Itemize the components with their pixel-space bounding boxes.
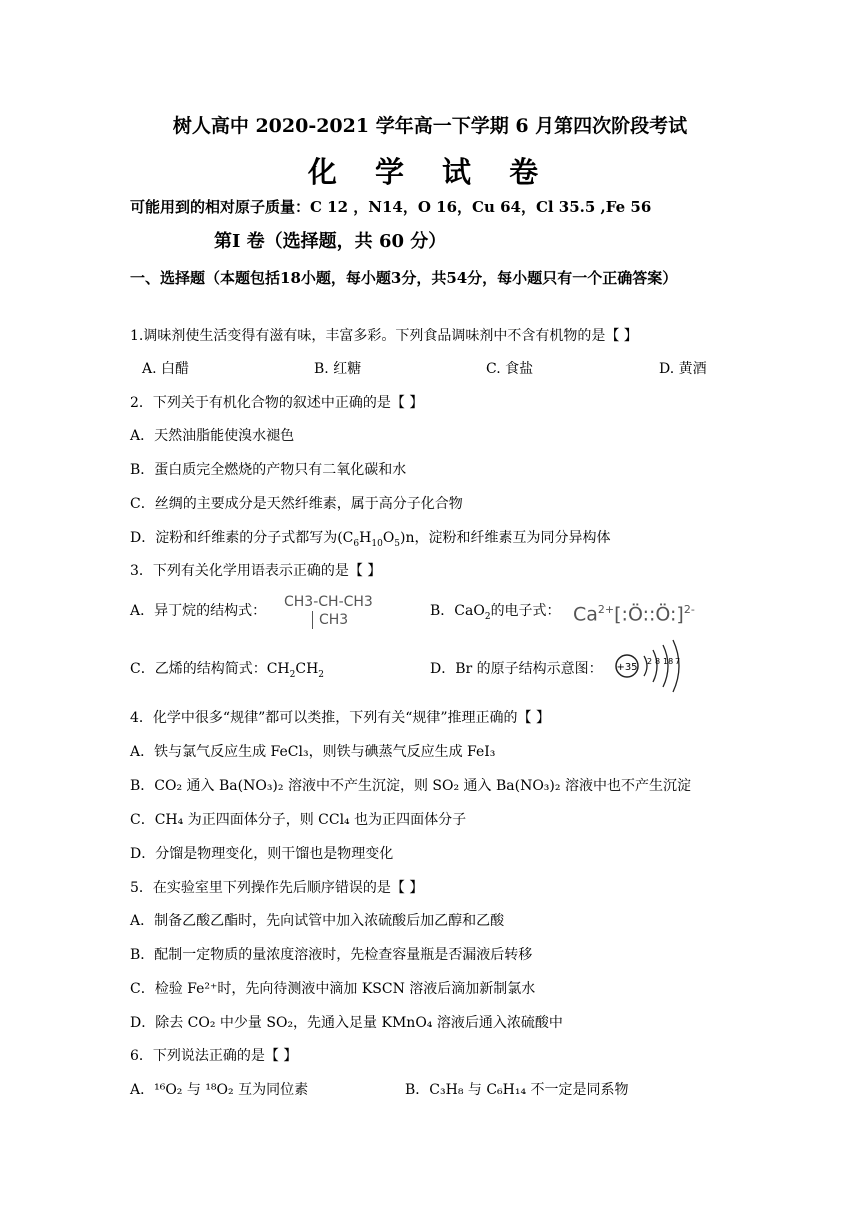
shell-arc-4 <box>673 640 679 692</box>
q1-option-a: A. 白醋 <box>142 361 190 377</box>
q2-d-suffix: )n，淀粉和纤维素互为同分异构体 <box>400 530 611 546</box>
cao2-electron-formula <box>573 598 695 626</box>
q2-d-h: H <box>359 530 372 546</box>
q2-d-sub-5: 5 <box>394 538 401 549</box>
q2-d-sub-6: 6 <box>353 538 360 549</box>
q4-option-a: A．铁与氯气反应生成 FeCl₃，则铁与碘蒸气反应生成 FeI₃ <box>130 744 496 760</box>
q6-option-a: A．¹⁶O₂ 与 ¹⁸O₂ 互为同位素 <box>130 1082 309 1098</box>
shell-count-2: 8 <box>655 657 661 666</box>
q3-b-sub: 2 <box>484 611 491 622</box>
nucleus-charge: +35 <box>616 662 638 673</box>
q2-option-b: B．蛋白质完全燃烧的产物只有二氧化碳和水 <box>130 462 407 478</box>
q1-option-c: C. 食盐 <box>486 361 534 377</box>
q4-option-c: C．CH₄ 为正四面体分子，则 CCl₄ 也为正四面体分子 <box>130 812 467 828</box>
q1-stem: 1.调味剂使生活变得有滋有味，丰富多彩。下列食品调味剂中不含有机物的是【 】 <box>130 328 638 344</box>
q3-option-c <box>130 659 324 685</box>
isobutane-structure-line2: CH3 <box>312 611 348 629</box>
peroxide-ion: [:Ö::Ö:] <box>614 603 684 626</box>
q4-stem: 4．化学中很多“规律”都可以类推，下列有关“规律”推理正确的【 】 <box>130 710 550 726</box>
shell-arc-3 <box>663 645 668 687</box>
q3-c-mid: CH <box>295 661 319 677</box>
q3-option-b <box>430 601 561 627</box>
peroxide-charge: 2- <box>683 603 695 616</box>
q2-stem: 2．下列关于有机化合物的叙述中正确的是【 】 <box>130 395 424 411</box>
ca-symbol: Ca <box>573 603 598 626</box>
exam-title: 树人高中 2020-2021 学年高一下学期 6 月第四次阶段考试 <box>172 115 688 137</box>
shell-arc-2 <box>653 650 657 682</box>
q2-d-prefix: D．淀粉和纤维素的分子式都写为(C <box>130 530 354 546</box>
q3-c-sub1: 2 <box>289 669 296 680</box>
q4-option-b: B．CO₂ 通入 Ba(NO₃)₂ 溶液中不产生沉淀，则 SO₂ 通入 Ba(NO₃)₂ 溶液中也不产生沉淀 <box>130 778 691 794</box>
q2-d-sub-10: 10 <box>371 538 383 549</box>
atomic-masses: 可能用到的相对原子质量：C 12 ，N14，O 16，Cu 64，Cl 35.5 ,Fe 56 <box>130 198 652 216</box>
br-atom-structure-diagram <box>612 636 692 696</box>
q2-option-a: A．天然油脂能使溴水褪色 <box>130 428 295 444</box>
q5-option-a: A．制备乙酸乙酯时，先向试管中加入浓硫酸后加乙醇和乙酸 <box>130 913 505 929</box>
q1-option-d: D. 黄酒 <box>659 361 707 377</box>
shell-count-1: 2 <box>647 657 653 666</box>
q5-option-b: B．配制一定物质的量浓度溶液时，先检查容量瓶是否漏液后转移 <box>130 947 533 963</box>
q2-option-d <box>130 528 611 554</box>
subject-title: 化 学 试 卷 <box>307 155 553 189</box>
q5-option-d: D．除去 CO₂ 中少量 SO₂，先通入足量 KMnO₄ 溶液后通入浓硫酸中 <box>130 1015 563 1031</box>
q3-c-sub2: 2 <box>318 669 325 680</box>
q3-stem: 3．下列有关化学用语表示正确的是【 】 <box>130 563 382 579</box>
shell-count-3: 18 <box>663 657 674 666</box>
isobutane-structure-line1: CH3-CH-CH3 <box>284 594 373 610</box>
q6-option-b: B．C₃H₈ 与 C₆H₁₄ 不一定是同系物 <box>405 1082 629 1098</box>
q3-c-prefix: C．乙烯的结构简式：CH <box>130 661 290 677</box>
section-heading: 一、选择题（本题包括18小题，每小题3分，共54分，每小题只有一个正确答案） <box>130 269 678 287</box>
q5-option-c: C．检验 Fe²⁺时，先向待测液中滴加 KSCN 溶液后滴加新制氯水 <box>130 981 536 997</box>
shell-count-4: 7 <box>675 657 681 666</box>
q3-option-a: A．异丁烷的结构式： <box>130 603 267 619</box>
q4-option-d: D．分馏是物理变化，则干馏也是物理变化 <box>130 846 394 862</box>
q3-b-suffix: 的电子式： <box>490 603 561 619</box>
q2-d-o: O <box>382 530 395 546</box>
q2-option-c: C．丝绸的主要成分是天然纤维素，属于高分子化合物 <box>130 496 463 512</box>
q3-option-d: D．Br 的原子结构示意图： <box>430 661 603 677</box>
q5-stem: 5．在实验室里下列操作先后顺序错误的是【 】 <box>130 880 424 896</box>
q3-b-prefix: B．CaO <box>430 603 485 619</box>
part-heading: 第I 卷（选择题，共 60 分） <box>214 231 447 252</box>
q1-option-b: B. 红糖 <box>314 361 362 377</box>
q6-stem: 6．下列说法正确的是【 】 <box>130 1048 298 1064</box>
ca-charge: 2+ <box>597 603 615 616</box>
